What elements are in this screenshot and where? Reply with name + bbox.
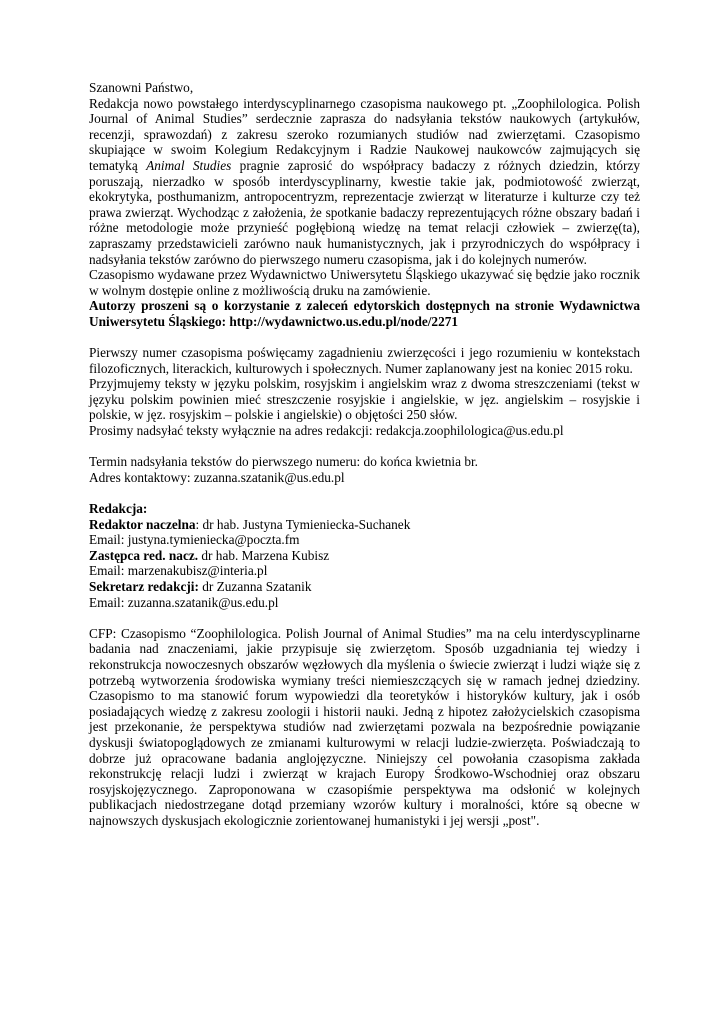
secretary-name: dr Zuzanna Szatanik [198, 579, 312, 594]
deputy-editor-line [89, 548, 640, 564]
chief-email: Email: justyna.tymieniecka@poczta.fm [89, 532, 300, 548]
spacer [89, 485, 640, 501]
chief-label: Redaktor naczelna [89, 516, 196, 532]
greeting: Szanowni Państwo, [89, 80, 194, 95]
spacer [89, 610, 640, 626]
secretary-email: Email: zuzanna.szatanik@us.edu.pl [89, 594, 279, 610]
first-issue-paragraph: Pierwszy numer czasopisma poświęcamy zagadnieniu zwierzęcości i jego rozumieniu w kontekstach filozoficznych, literackich, kulturowych i społecznych. Numer zaplanowany jest na koniec 2015 roku. [89, 345, 640, 376]
deputy-email: Email: marzenakubisz@interia.pl [89, 563, 268, 579]
contact-line: Adres kontaktowy: zuzanna.szatanik@us.edu.pl [89, 469, 345, 485]
authors-note [89, 298, 640, 329]
intro-italic: Animal Studies [146, 157, 232, 173]
cfp-paragraph: CFP: Czasopismo “Zoophilologica. Polish Journal of Animal Studies” ma na celu interdyscyplinarne badania nad znaczeniami, jakie przypisuje się zwierzętom. Sposób uzgadniania tej wiedzy i rekonstrukcja nowoczesnych obszarów węzłowych dla myślenia o świecie zwierząt i ludzi wiąże się z potrzebą wytworzenia środowiska wymiany treści niemieszczących się w ramach jednej dziedziny. Czasopismo to ma stanowić forum wypowiedzi dla teoretyków i historyków kultury, jak i osób posiadających wiedzę z zakresu zoologii i historii nauki. Jedną z hipotez założycielskich czasopisma jest przekonanie, że perspektywa studiów nad zwierzętami pozwala na bezpośrednie powiązanie dyskusji światopoglądowych ze zmianami kulturowymi w relacji ludzie-zwierzęta. Poświadczają to dobrze już opracowane badania anglojęzyczne. Niniejszy cel powołania czasopisma zakłada rekonstrukcję relacji ludzi i zwierząt w krajach Europy Środkowo-Wschodniej oraz obszaru rosyjskojęzycznego. Zaproponowana w czasopiśmie perspektywa ma odsłonić w kolejnych publikacjach niedostrzegane dotąd przemiany wzorów kultury i moralności, które są obecne w najnowszych dyskusjach ekologicznie zorientowanej humanistyki i jej wersji „post". [89, 625, 640, 828]
spacer [89, 439, 640, 455]
chief-name: : dr hab. Justyna Tymieniecka-Suchanek [195, 516, 411, 532]
document-page [89, 80, 640, 829]
secretary-label: Sekretarz redakcji: [89, 579, 199, 594]
deputy-name: dr hab. Marzena Kubisz [198, 547, 330, 563]
send-to-line: Prosimy nadsyłać teksty wyłącznie na adres redakcji: redakcja.zoophilologica@us.edu.pl [89, 423, 564, 439]
editorial-heading-text: Redakcja: [89, 501, 148, 517]
languages-paragraph: Przyjmujemy teksty w języku polskim, rosyjskim i angielskim wraz z dwoma streszczeniami (tekst w języku polskim powinien mieć streszczenie rosyjskie i angielskie, w jęz. angielskim – rosyjskie i polskie, w jęz. rosyjskim – polskie i angielskie) o objętości 250 słów. [89, 376, 640, 423]
chief-editor-line [89, 517, 640, 533]
intro-text-a: Redakcja nowo powstałego interdyscyplinarnego czasopisma naukowego pt. „Zoophilologica. Polish Journal of Animal Studies” serdecznie zaprasza do nadsyłania tekstów naukowych (artykułów, recenzji, sprawozdań) z zakresu szeroko rozumianych studiów nad zwierzętami. Czasopismo skupiające w swoim Kolegium Redakcyjnym i Radzie Naukowej naukowców zajmujących się tematyką [89, 95, 640, 173]
deputy-label: Zastępca red. nacz. [89, 547, 199, 563]
deadline-line: Termin nadsyłania tekstów do pierwszego numeru: do końca kwietnia br. [89, 454, 479, 470]
authors-note-text: Autorzy proszeni są o korzystanie z zaleceń edytorskich dostępnych na stronie Wydawnictwa Uniwersytetu Śląskiego: http://wydawnictwo.us.edu.pl/node/2271 [89, 298, 640, 329]
publisher-paragraph: Czasopismo wydawane przez Wydawnictwo Uniwersytetu Śląskiego ukazywać się będzie jako rocznik w wolnym dostępie online z możliwością druku na zamówienie. [89, 267, 640, 298]
secretary-line [89, 579, 640, 595]
editorial-heading [89, 501, 640, 517]
spacer [89, 330, 640, 346]
intro-paragraph [89, 96, 640, 268]
intro-text-b: pragnie zaprosić do współpracy badaczy z różnych dziedzin, którzy poruszają, nierzadko w sposób interdyscyplinarny, kwestie takie jak, podmiotowość zwierząt, ekokrytyka, posthumanizm, antropocentryzm, reprezentacje zwierząt w literaturze i kulturze czy też prawa zwierząt. Wychodząc z założenia, że spotkanie badaczy reprezentujących różne obszary badań i różne metodologie może przynieść pogłębioną wiedzę na temat relacji człowiek – zwierzę(ta), zapraszamy przedstawicieli zarówno nauk humanistycznych, jak i przyrodniczych do współpracy i nadsyłania tekstów zarówno do pierwszego numeru czasopisma, jak i do kolejnych numerów. [89, 157, 641, 267]
